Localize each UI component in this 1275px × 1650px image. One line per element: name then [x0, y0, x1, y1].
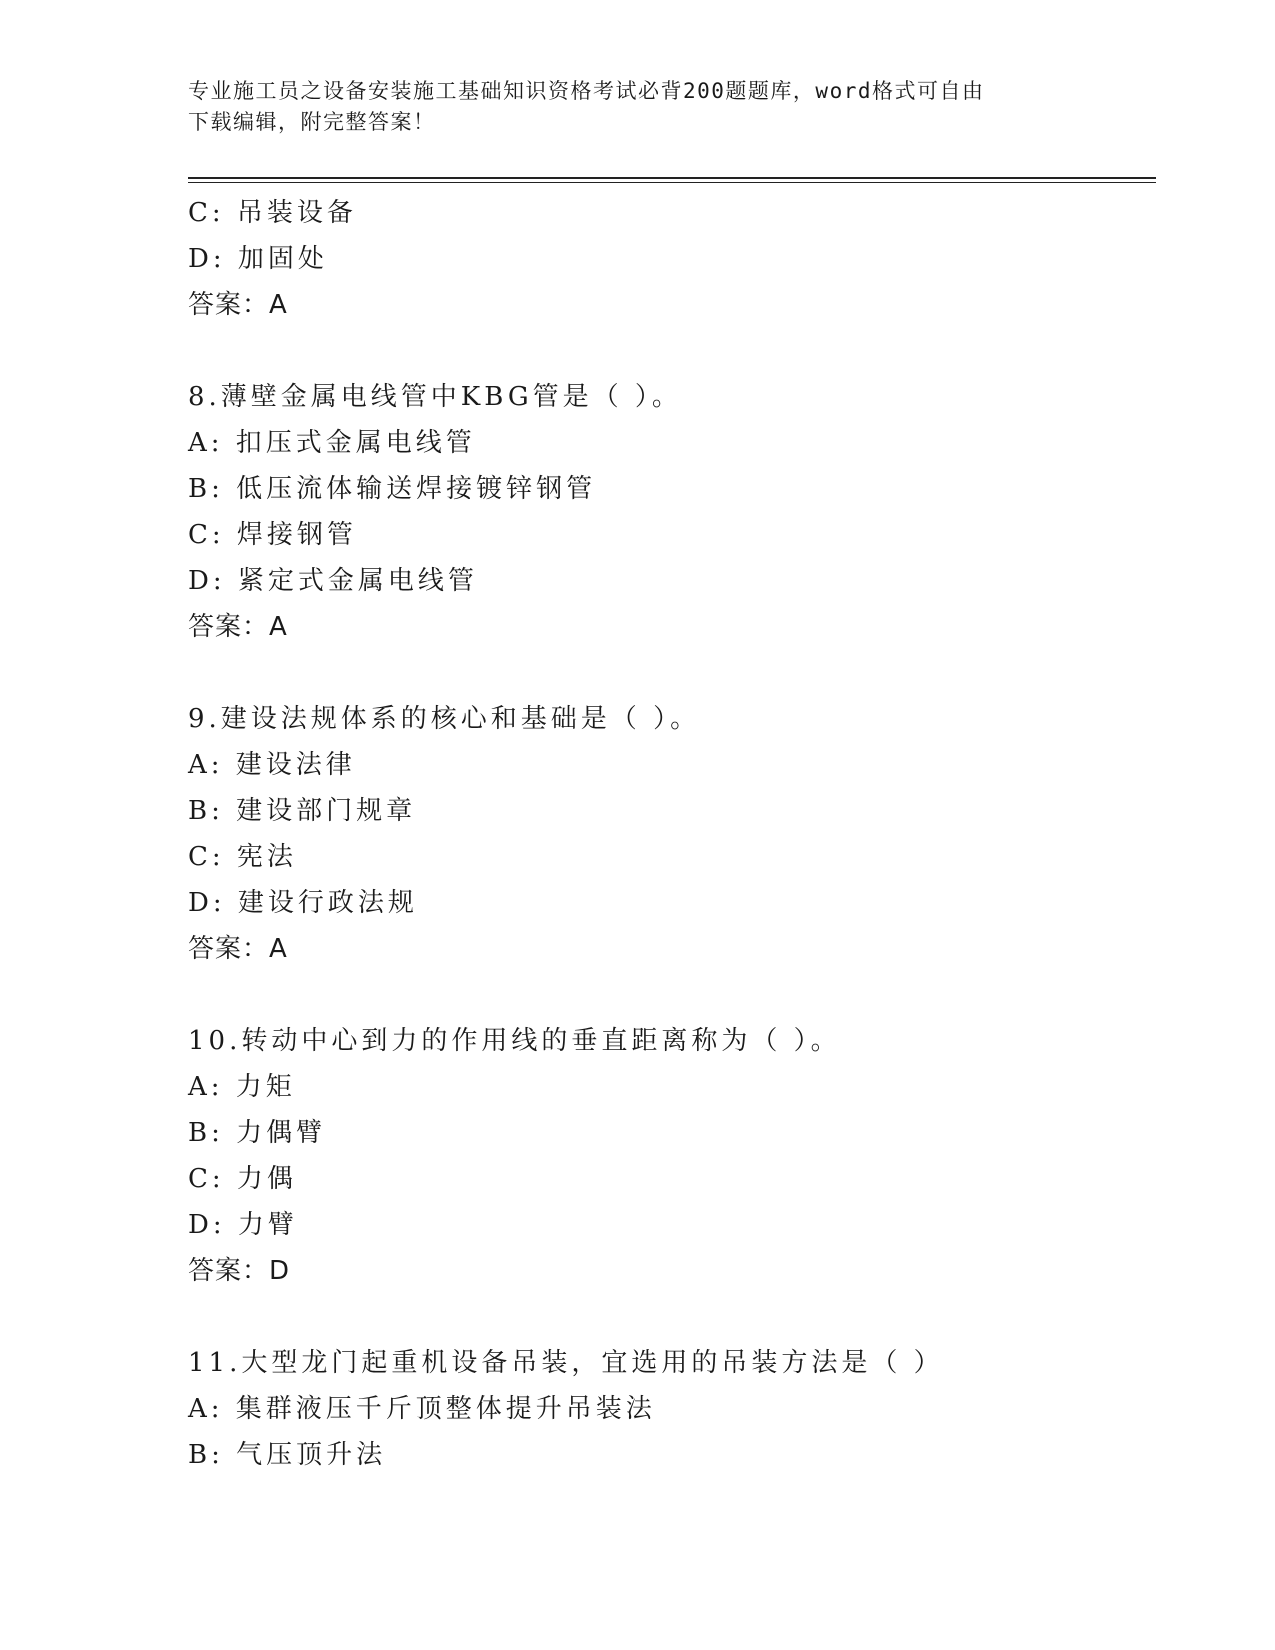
option-c: C: 宪法	[188, 842, 297, 872]
spacer	[188, 1294, 1156, 1340]
option-c: C: 吊装设备	[188, 198, 357, 228]
option-d: D: 力臂	[188, 1210, 298, 1240]
question-list	[188, 190, 1156, 1478]
question-9	[188, 696, 1156, 972]
option-b: B: 低压流体输送焊接镀锌钢管	[188, 474, 597, 504]
option-a: A: 集群液压千斤顶整体提升吊装法	[188, 1394, 656, 1424]
document-header	[188, 76, 1068, 138]
option-b: B: 建设部门规章	[188, 796, 417, 826]
option-a: A: 扣压式金属电线管	[188, 428, 476, 458]
option-a: A: 建设法律	[188, 750, 356, 780]
spacer	[188, 650, 1156, 696]
spacer	[188, 328, 1156, 374]
option-b: B: 气压顶升法	[188, 1440, 387, 1470]
header-line-1: 专业施工员之设备安装施工基础知识资格考试必背200题题库，word格式可自由	[188, 79, 985, 103]
question-stem: 10.转动中心到力的作用线的垂直距离称为（ ）。	[188, 1026, 841, 1056]
question-stem: 9.建设法规体系的核心和基础是（ ）。	[188, 704, 701, 734]
question-stem: 8.薄壁金属电线管中KBG管是（ ）。	[188, 382, 682, 412]
option-b: B: 力偶臂	[188, 1118, 327, 1148]
answer-line: 答案：A	[188, 934, 288, 964]
answer-line: 答案：D	[188, 1256, 291, 1286]
spacer	[188, 972, 1156, 1018]
answer-line: 答案：A	[188, 612, 288, 642]
header-line-2: 下载编辑，附完整答案！	[188, 110, 436, 134]
option-d: D: 加固处	[188, 244, 328, 274]
header-divider	[188, 177, 1156, 179]
option-c: C: 力偶	[188, 1164, 297, 1194]
question-7-continued	[188, 190, 1156, 328]
question-stem: 11.大型龙门起重机设备吊装，宜选用的吊装方法是（ ）	[188, 1348, 944, 1378]
option-a: A: 力矩	[188, 1072, 296, 1102]
option-d: D: 建设行政法规	[188, 888, 418, 918]
option-c: C: 焊接钢管	[188, 520, 357, 550]
option-d: D: 紧定式金属电线管	[188, 566, 478, 596]
question-8	[188, 374, 1156, 650]
header-divider-thin	[188, 182, 1156, 183]
question-11	[188, 1340, 1156, 1478]
question-10	[188, 1018, 1156, 1294]
answer-line: 答案：A	[188, 290, 288, 320]
